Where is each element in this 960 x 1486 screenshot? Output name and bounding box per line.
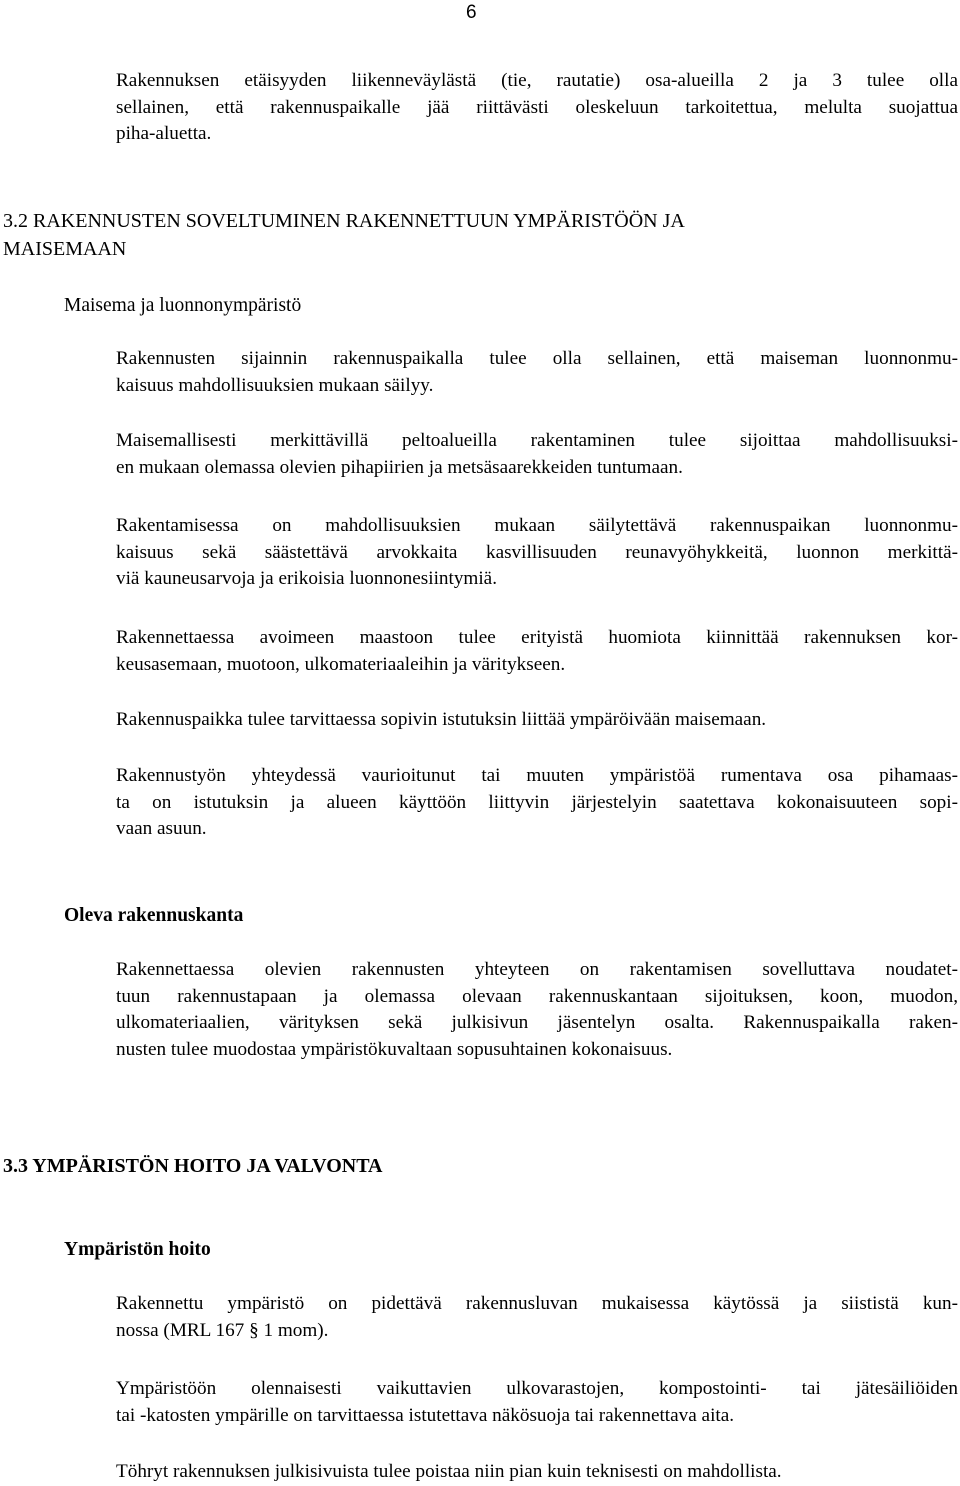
paragraph	[116, 707, 958, 734]
text-line: ulkomateriaalien, värityksen sekä julkisivun jäsentelyn osalta. Rakennuspaikalla raken-	[116, 1012, 958, 1033]
text-line: en mukaan olemassa olevien pihapiirien ja metsäsaarekkeiden tuntumaan.	[116, 456, 683, 478]
text-line: tuun rakennustapaan ja olemassa olevaan rakennuskantaan sijoituksen, koon, muodon,	[116, 985, 958, 1007]
text-line: viä kauneusarvoja ja erikoisia luonnonesiintymiä.	[116, 568, 497, 589]
text-line: Maisemallisesti merkittävillä peltoalueilla rakentaminen tulee sijoittaa mahdollisuuksi-	[116, 430, 958, 451]
text-line: Rakennuksen etäisyyden liikenneväylästä (tie, rautatie) osa-alueilla 2 ja 3 tulee olla	[116, 70, 958, 91]
subheading-oleva-rakennuskanta: Oleva rakennuskanta	[64, 905, 244, 926]
text-line: ta on istutuksin ja alueen käyttöön liittyvin järjestelyin saatettava kokonaisuuteen sopi-	[116, 791, 958, 813]
text-line: nusten tulee muodostaa ympäristökuvaltaan sopusuhtainen kokonaisuus.	[116, 1038, 673, 1060]
paragraph	[116, 763, 958, 843]
text-line: Töhryt rakennuksen julkisivuista tulee poistaa niin pian kuin teknisesti on mahdollista.	[116, 1461, 782, 1482]
paragraph	[116, 1291, 958, 1344]
text-line: kaisuus mahdollisuuksien mukaan säilyy.	[116, 374, 434, 396]
text-line: nossa (MRL 167 § 1 mom).	[116, 1319, 329, 1341]
paragraph	[116, 1459, 958, 1486]
text-line: kaisuus sekä säästettävä arvokkaita kasvillisuuden reunavyöhykkeitä, luonnon merkittä-	[116, 541, 958, 563]
paragraph	[116, 1376, 958, 1429]
section-heading-line: MAISEMAAN	[3, 238, 127, 260]
text-line: keusasemaan, muotoon, ulkomateriaaleihin ja väritykseen.	[116, 653, 566, 675]
text-line: Rakentamisessa on mahdollisuuksien mukaan säilytettävä rakennuspaikan luonnonmu-	[116, 515, 958, 536]
paragraph	[116, 428, 958, 481]
paragraph-intro	[116, 68, 958, 148]
section-heading-3-3: 3.3 YMPÄRISTÖN HOITO JA VALVONTA	[3, 1155, 383, 1177]
text-line: Rakennettaessa avoimeen maastoon tulee erityistä huomiota kiinnittää rakennuksen kor-	[116, 627, 958, 648]
subheading-ympariston-hoito: Ympäristön hoito	[64, 1239, 211, 1260]
text-line: Rakennusten sijainnin rakennuspaikalla tulee olla sellainen, että maiseman luonnonmu-	[116, 348, 958, 369]
text-line: vaan asuun.	[116, 818, 207, 839]
text-line: Rakennustyön yhteydessä vaurioitunut tai muuten ympäristöä rumentava osa pihamaas-	[116, 765, 958, 786]
paragraph	[116, 346, 958, 399]
text-line: Rakennettaessa olevien rakennusten yhteyteen on rakentamisen sovelluttava noudatet-	[116, 959, 958, 980]
section-heading-3-2	[3, 207, 685, 263]
text-line: tai -katosten ympärille on tarvittaessa istutettava näkösuoja tai rakennettava aita.	[116, 1404, 735, 1426]
text-line: Rakennuspaikka tulee tarvittaessa sopivin istutuksin liittää ympäröivään maisemaan.	[116, 709, 767, 730]
paragraph	[116, 957, 958, 1063]
text-line: Rakennettu ympäristö on pidettävä rakennusluvan mukaisessa käytössä ja siististä kun-	[116, 1293, 958, 1314]
text-line: sellainen, että rakennuspaikalle jää riittävästi oleskeluun tarkoitettua, melulta suojattua	[116, 96, 958, 118]
page-number: 6	[466, 2, 477, 23]
text-line: Ympäristöön olennaisesti vaikuttavien ulkovarastojen, kompostointi- tai jätesäiliöiden	[116, 1378, 958, 1399]
paragraph	[116, 513, 958, 593]
paragraph	[116, 625, 958, 678]
text-line: piha-aluetta.	[116, 123, 212, 144]
subheading-maisema: Maisema ja luonnonympäristö	[64, 295, 302, 316]
section-heading-line: 3.2 RAKENNUSTEN SOVELTUMINEN RAKENNETTUUN YMPÄRISTÖÖN JA	[3, 210, 685, 232]
